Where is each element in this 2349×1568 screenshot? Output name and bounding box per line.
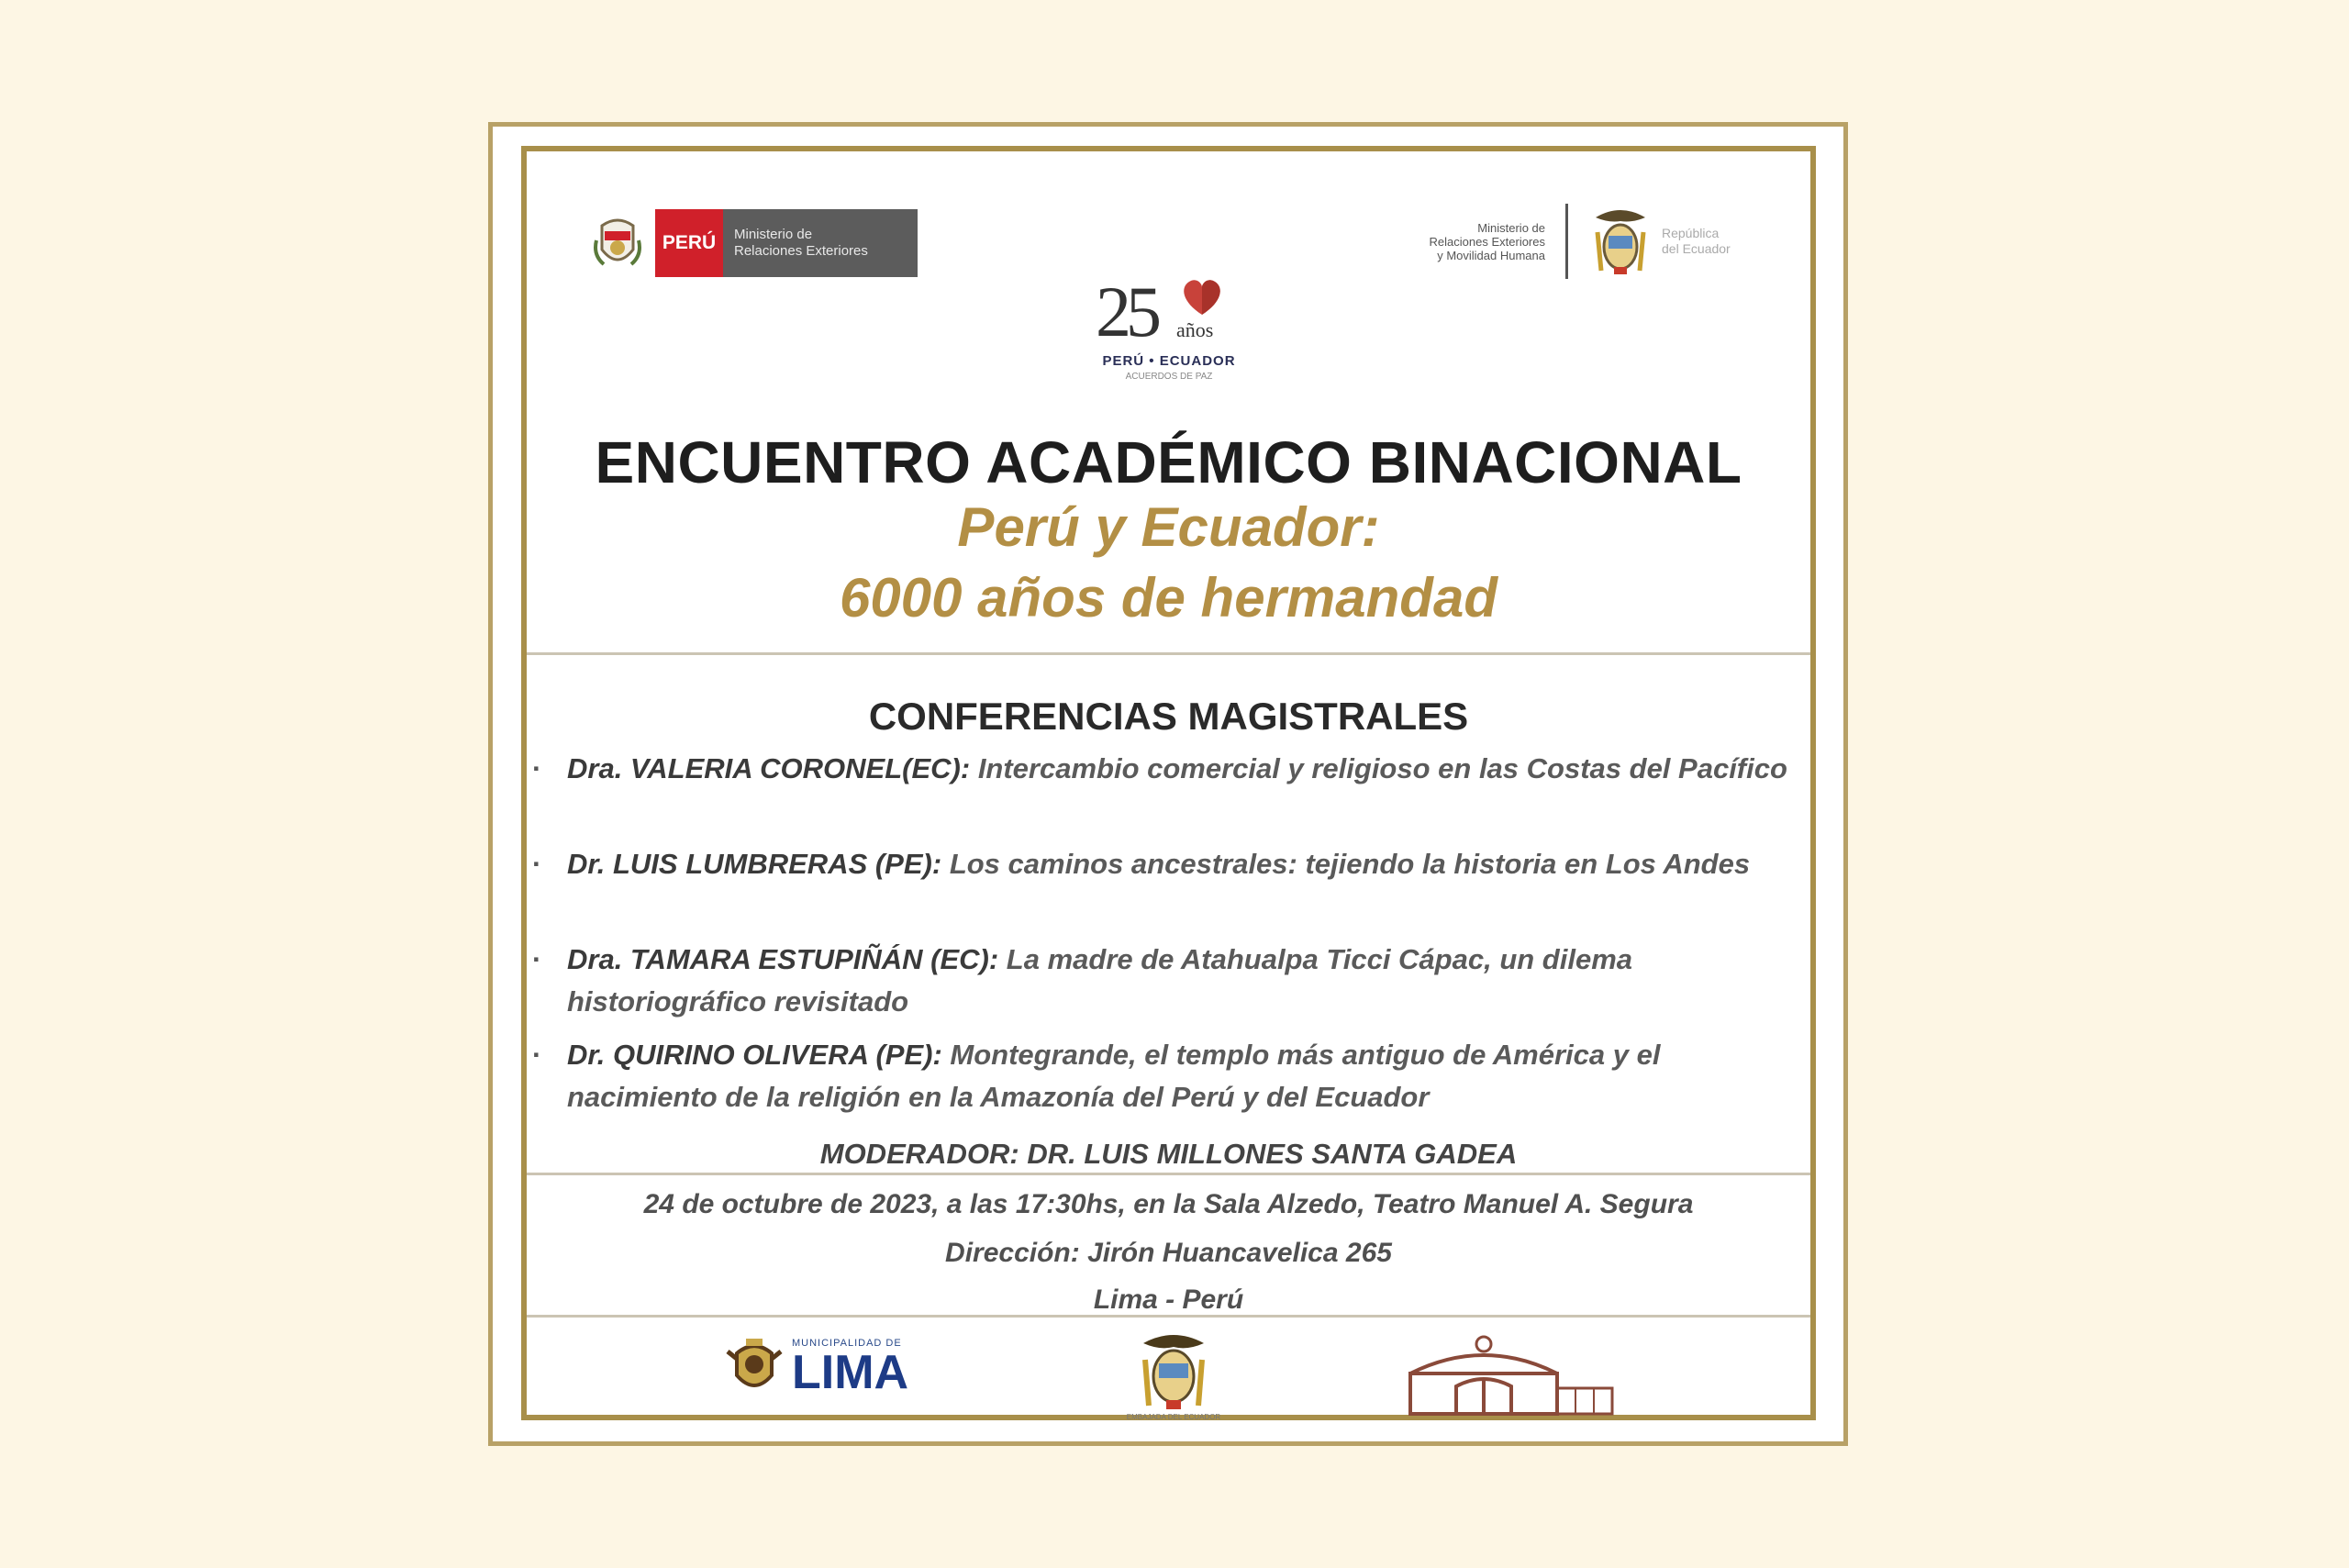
event-address: Dirección: Jirón Huancavelica 265 — [945, 1238, 1392, 1268]
divider-line — [527, 1315, 1810, 1318]
event-subtitle-line1: Perú y Ecuador: — [957, 496, 1380, 558]
event-title: ENCUENTRO ACADÉMICO BINACIONAL — [595, 429, 1742, 495]
peru-label: PERÚ — [655, 209, 723, 277]
ecuador-ministry-logo — [1389, 199, 1763, 284]
talk-topic: Los caminos ancestrales: tejiendo la historia en Los Andes — [949, 848, 1751, 880]
lima-logo-small: MUNICIPALIDAD DE — [792, 1338, 902, 1349]
bullet: · — [532, 752, 542, 784]
lima-logo-big: LIMA — [792, 1346, 909, 1399]
logo-divider — [1565, 204, 1568, 279]
event-poster — [488, 122, 1848, 1446]
bullet: · — [532, 943, 542, 975]
ecuador-coat-of-arms-icon — [1588, 205, 1653, 278]
divider-line — [527, 1173, 1810, 1175]
talk-speaker: Dra. TAMARA ESTUPIÑÁN (EC): — [567, 943, 999, 975]
talk-topic: La madre de Atahualpa Ticci Cápac, un dilema historiográfico revisitado — [567, 943, 1633, 1018]
ecuador-ministry-name: Ministerio de Relaciones Exteriores y Movilidad Humana — [1429, 220, 1545, 262]
talk-item — [532, 843, 1787, 885]
peru-ministry-logo — [593, 208, 918, 278]
peru-ministry-name: Ministerio de Relaciones Exteriores — [723, 209, 918, 277]
anniversary-tagline: ACUERDOS DE PAZ — [1125, 372, 1213, 382]
talk-speaker: Dr. QUIRINO OLIVERA (PE): — [567, 1039, 942, 1071]
talk-item — [532, 1034, 1787, 1118]
theatre-building-icon — [1401, 1328, 1621, 1419]
event-subtitle-line2: 6000 años de hermandad — [840, 567, 1497, 628]
event-date-venue: 24 de octubre de 2023, a las 17:30hs, en la Sala Alzedo, Teatro Manuel A. Segura — [643, 1189, 1694, 1219]
talk-topic: Intercambio comercial y religioso en las Costas del Pacífico — [977, 752, 1787, 784]
heart-icon — [1178, 274, 1226, 318]
peru-coat-of-arms-icon — [593, 213, 642, 273]
anniversary-logo — [1077, 271, 1261, 390]
ecuador-crest-icon — [1134, 1329, 1213, 1413]
event-city: Lima - Perú — [1093, 1284, 1244, 1315]
lima-municipality-logo — [724, 1335, 908, 1399]
anniversary-countries: PERÚ • ECUADOR — [1102, 353, 1236, 369]
talk-speaker: Dra. VALERIA CORONEL(EC): — [567, 752, 971, 784]
talk-speaker: Dr. LUIS LUMBRERAS (PE): — [567, 848, 942, 880]
conferences-heading: CONFERENCIAS MAGISTRALES — [868, 695, 1469, 738]
talk-topic: Montegrande, el templo más antiguo de América y el nacimiento de la religión en la Amazonía del Perú y del Ecuador — [567, 1039, 1661, 1113]
divider-line — [527, 652, 1810, 655]
poster-frame — [521, 146, 1816, 1420]
bullet: · — [532, 1039, 542, 1071]
ecuador-republic-name: República del Ecuador — [1662, 226, 1731, 256]
talk-item — [532, 748, 1787, 790]
moderator: MODERADOR: DR. LUIS MILLONES SANTA GADEA — [819, 1138, 1518, 1170]
anniversary-number: 25 — [1096, 272, 1156, 351]
talk-item — [532, 939, 1787, 1023]
lima-coat-of-arms-icon — [724, 1335, 785, 1399]
embassy-caption: EMBAJADA DEL ECUADOR — [1126, 1413, 1221, 1421]
bullet: · — [532, 848, 542, 880]
anniversary-years: años — [1176, 318, 1214, 341]
ecuador-embassy-logo — [1126, 1329, 1221, 1421]
